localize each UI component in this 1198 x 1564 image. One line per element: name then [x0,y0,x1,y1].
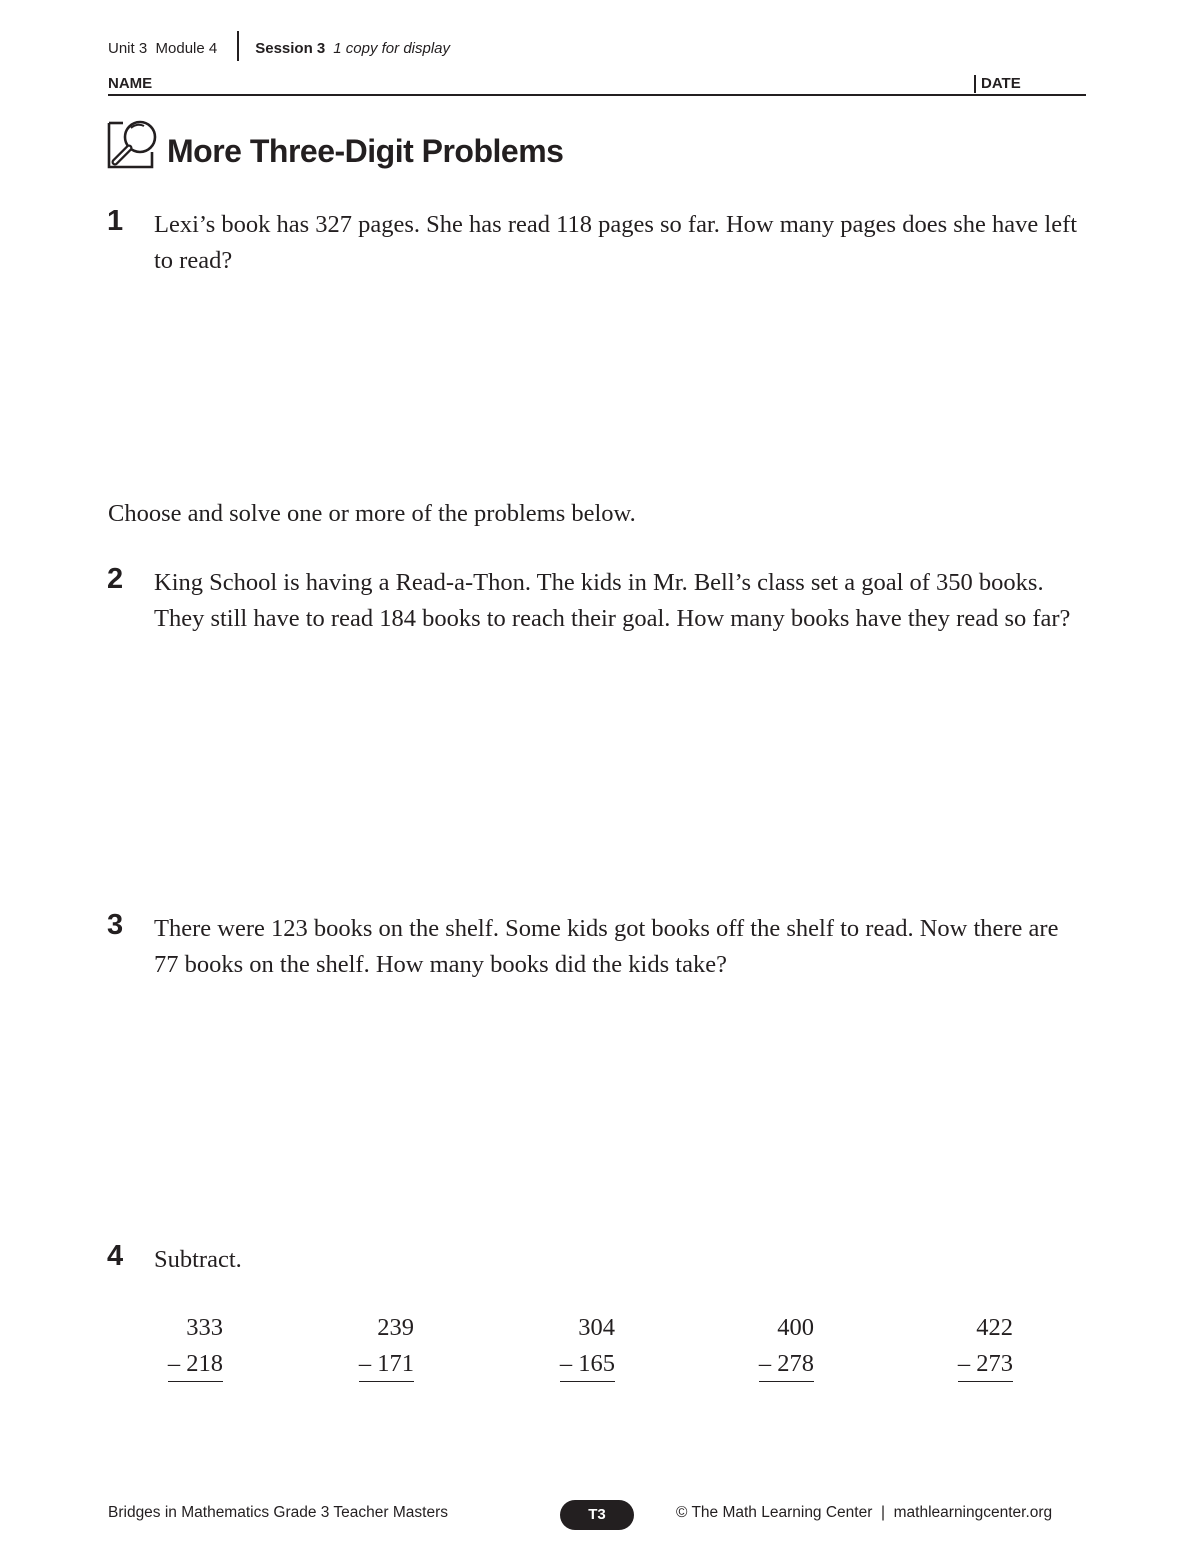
name-label: NAME [108,75,153,92]
magnifier-icon [106,119,160,171]
page-title: More Three-Digit Problems [167,133,564,169]
minuend: 333 [186,1314,223,1341]
question-text: There were 123 books on the shelf. Some kids got books off the shelf to read. Now there are 77 books on the shelf. How many books did the kids take? [154,915,1059,978]
date-label: DATE [974,75,1021,93]
subtrahend: – 273 [958,1347,1013,1382]
question-number: 3 [107,909,124,941]
subtrahend: – 218 [168,1347,223,1382]
name-date-line [108,74,1086,96]
question-text: King School is having a Read-a-Thon. The kids in Mr. Bell’s class set a goal of 350 books. They still have to read 184 books to reach their goal. How many books have they read so far? [154,569,1071,632]
minuend: 400 [777,1314,814,1341]
question-text: Lexi’s book has 327 pages. She has read 118 pages so far. How many pages does she have left to read? [154,211,1078,274]
minuend: 304 [578,1314,615,1341]
copy-note: 1 copy for display [333,39,451,57]
session-label: Session 3 [255,39,326,57]
subtraction-problem [535,1310,615,1382]
subtraction-problem [734,1310,814,1382]
minuend: 422 [976,1314,1013,1341]
footer-copyright: © The Math Learning Center | mathlearningcenter.org [676,1504,1053,1521]
subtrahend: – 278 [759,1347,814,1382]
question-text: Subtract. [154,1246,242,1273]
subtrahend: – 165 [560,1347,615,1382]
subtraction-problem [143,1310,223,1382]
instruction-text: Choose and solve one or more of the problems below. [108,500,636,527]
subtrahend: – 171 [359,1347,414,1382]
unit-module-label: Unit 3 Module 4 [108,39,218,57]
header-divider [237,31,239,61]
page-number-badge: T3 [560,1500,634,1530]
question-number: 2 [107,563,124,595]
minuend: 239 [377,1314,414,1341]
subtraction-problem [334,1310,414,1382]
question-number: 1 [107,205,124,237]
header-session-info [108,34,450,64]
question-number: 4 [107,1240,124,1272]
subtraction-problem [933,1310,1013,1382]
footer-publication: Bridges in Mathematics Grade 3 Teacher Masters [108,1504,449,1521]
